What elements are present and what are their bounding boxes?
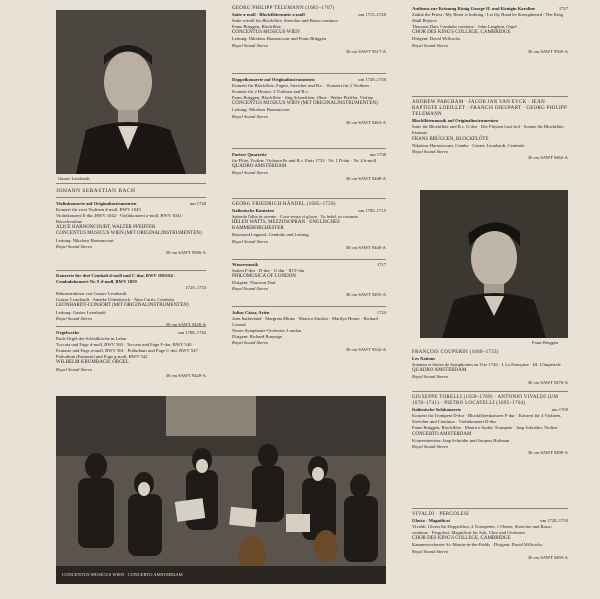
- ensemble: CONCENTUS MUSICUS WIEN (MIT ORIGINALINSTRUMENTEN): [232, 101, 378, 107]
- order-number: 30 cm SAWT 9517-A: [345, 48, 386, 54]
- work-details: Violinkonzert E-dur, BWV 1042 · Violinkonzert a-moll, BWV 1041 · Barockvioline: [56, 213, 184, 225]
- leader: Raymond Leppard, Cembalo und Leitung: [232, 232, 309, 238]
- order-number: 30 cm SAWT 9440-A: [345, 244, 386, 250]
- ensemble: LEONHARDT-CONSORT (MIT ORIGINALINSTRUMENTEN): [56, 303, 189, 309]
- work-year: um 1715–1720: [358, 12, 386, 18]
- ensemble: CHOR DES KING'S COLLEGE, CAMBRIDGE: [412, 536, 511, 542]
- work-details: Neues Symphonie-Orchester, London: [232, 328, 302, 334]
- ensemble: FRANS BRÜGGEN, BLOCKFLÖTE: [412, 136, 489, 142]
- record-entry: [412, 6, 568, 55]
- order-number: 30 cm SAWT 9499-A: [527, 449, 568, 455]
- record-entry: [412, 512, 568, 561]
- divider: [412, 96, 568, 97]
- work-details: Konzert für zwei Violinen d-moll, BWV 1043: [56, 207, 141, 213]
- record-entry: [232, 262, 386, 299]
- work-title: Italienische Kantaten: [232, 208, 274, 214]
- label: Royal Sound Stereo: [56, 243, 93, 249]
- work-year: um 1705–1715: [358, 208, 386, 214]
- orchestra-image: [56, 396, 386, 584]
- work-year: 1720–1733: [185, 285, 206, 291]
- label: Royal Sound Stereo: [232, 113, 269, 119]
- orchestra-caption: CONCENTUS MUSICUS WIEN · CONCERTO AMSTERDAM: [62, 572, 183, 577]
- work-details: Zadok the Priest / My Heart is Inditing / Let thy Hand be Strengthened / The King Shall Rejoice: [412, 12, 563, 24]
- work-details: Vivaldi: Gloria für Doppelchor, 2 Trompeten, 1 Oboen, Streicher und Basso continuo · Pergolesi: Magnificat für Soli, Chor und Orchester: [412, 524, 552, 536]
- record-entry: [412, 350, 568, 387]
- label: Royal Sound Stereo: [232, 340, 269, 346]
- orchestra-photo: [56, 396, 386, 584]
- work-year: 1717: [376, 262, 386, 267]
- work-details: Bach-Orgel der Schloßkirche in Lahm: [56, 336, 127, 342]
- work-title: Violinkonzerte auf Originalinstrumenten: [56, 201, 137, 206]
- divider: [56, 270, 206, 271]
- work-details: Frans Brüggen, Blockflöte · Maurice André, Trompete · Jaap Schröder, Violine: [412, 425, 558, 431]
- work-year: um 1708–1744: [178, 330, 206, 335]
- leader: Dirigent: David Willcocks: [412, 36, 461, 42]
- work-title: Suite a-moll · Blockflötensuite a-moll: [232, 12, 305, 18]
- work-details: Frans Brüggen, Blockflöte: [232, 24, 281, 30]
- order-number: 30 cm SAWT 9506-A: [165, 249, 206, 255]
- composer-heading: GEORG FRIEDRICH HÄNDEL (1685–1759): [232, 202, 336, 207]
- label: Royal Sound Stereo: [56, 366, 93, 372]
- work-details: Gustav Leonhardt · Anneke Uittenbosch · Alan Curtis, Cembalo: [56, 297, 175, 303]
- work-title: Gloria · Magnificat: [412, 518, 451, 524]
- label: Royal Sound Stereo: [412, 548, 449, 554]
- work-title: Les Nations: [412, 356, 436, 362]
- work-title: Pariser Quartette: [232, 152, 267, 157]
- order-number: 30 cm SAWT 9463-A: [345, 119, 386, 125]
- record-entry: [232, 6, 386, 55]
- work-year: um 1720–1735: [540, 518, 568, 524]
- work-title: Julius Cäsar, Arien: [232, 310, 270, 315]
- composer-heading: FRANÇOIS COUPERIN (1668–1733): [412, 350, 499, 355]
- record-entry: [56, 201, 206, 256]
- leader: Leitung: Nikolaus Harnoncourt: [232, 107, 290, 113]
- divider: [232, 73, 386, 74]
- work-details: Toccata und Fuge d-moll, BWV 565 · Toccata und Fuge F-dur, BWV 540 · Fantasie und Fuge a-moll, BWV 561 · Präludium und Fuge C-dur, BWV 547 · Präludium (Fantasie) und Fuge g-moll, BWV 542: [56, 342, 201, 360]
- order-number: 30 cm SAWT 9476-A: [527, 380, 568, 386]
- record-entry: [412, 395, 568, 456]
- record-entry: [232, 202, 386, 251]
- leader: Dirigent: Thurston Dart: [232, 280, 276, 286]
- divider: [232, 306, 386, 307]
- work-year: 1727: [558, 6, 568, 11]
- record-entry: [56, 273, 206, 328]
- leader: Leitung: Nikolaus Harnoncourt: [56, 237, 114, 243]
- divider: [232, 198, 386, 199]
- ensemble: PHILOMUSICA OF LONDON: [232, 274, 296, 280]
- performers: ALICE HARNONCOURT, WALTER PFEIFFER: [56, 225, 156, 231]
- work-year: um 1700: [551, 407, 568, 413]
- work-details: Joan Sutherland · Margreta Elkins · Monica Sinclair · Marilyn Horne · Richard Conrad: [232, 316, 378, 328]
- ensemble: HELEN WATTS, MEZZOSOPRAN · ENGLISCHES KAMMERORCHESTER: [232, 220, 340, 232]
- work-year: 1724: [376, 310, 386, 315]
- work-details: Frans Brüggen, Blockflöte · Jürg Schaeftlein, Oboe · Walter Pfeiffer, Violine: [232, 95, 374, 101]
- divider: [56, 326, 206, 327]
- work-details: Sonaten et Suites de Symphonies en Trio 1726 · I. La Française · III. L'Impériale: [412, 362, 561, 368]
- ensemble: CONCENTUS MUSICUS WIEN (MIT ORIGINALINSTRUMENTEN): [56, 231, 202, 237]
- work-year: um 1720: [189, 201, 206, 206]
- order-number: 30 cm SAWT 9532-A: [345, 346, 386, 352]
- order-number: 30 cm SAWT 9448-A: [345, 176, 386, 182]
- leonhardt-portrait: [56, 10, 206, 174]
- leonhardt-caption: Gustav Leonhardt: [58, 176, 90, 181]
- work-year: um 1720–1730: [358, 77, 386, 82]
- leader: Leitung: Nikolaus Harnoncourt und Frans Brüggen: [232, 36, 327, 42]
- divider: [412, 391, 568, 392]
- record-entry: [412, 100, 568, 161]
- work-year: um 1730: [369, 152, 386, 157]
- brueggen-portrait: [420, 190, 568, 338]
- composer-heading: ANDREW PARCHAM · JACOB JAN VAN EYCK · JEAN BAPTISTE LOEILLET · FRANCIS DIEUPART · GEORG PHILIPP TELEMANN: [412, 100, 567, 118]
- order-number: 30 cm SAWT 9455-A: [345, 292, 386, 298]
- ensemble: CONCERTO AMSTERDAM: [412, 431, 472, 437]
- label: Royal Sound Stereo: [232, 42, 269, 48]
- ensemble: CONCENTUS MUSICUS WIEN: [232, 30, 300, 36]
- work-details: Suiten F-dur · D-dur · G-dur · III F-dur: [232, 268, 305, 274]
- leader: Dirigent: Richard Bonynge: [232, 334, 283, 340]
- divider: [56, 197, 206, 198]
- ensemble: QUADRO AMSTERDAM: [232, 164, 287, 170]
- work-title: Anthems zur Krönung König George II. und Königin Karoline: [412, 6, 535, 11]
- work-details: Konzert für Trompete D-dur · Blockflötenkonzert F-dur · Konzert für 4 Violinen, Streicher und Continuo · Violinkonzert D-dur: [412, 413, 562, 425]
- work-details: Suite a-moll für Blockflöte, Streicher und Basso continuo: [232, 18, 338, 24]
- leader: Nikolaus Harnoncourt, Gambe · Gustav Leonhardt, Cembalo: [412, 142, 525, 148]
- label: Royal Sound Stereo: [232, 238, 269, 244]
- label: Royal Sound Stereo: [412, 42, 449, 48]
- work-title: Italienische Solokonzerte: [412, 407, 462, 413]
- work-title: Blockflötenmusik auf Originalinstrumenten: [412, 118, 499, 124]
- order-number: 30 cm SAWT 9493-A: [527, 554, 568, 560]
- composer-heading: JOHANN SEBASTIAN BACH: [56, 188, 136, 194]
- composer-heading: VIVALDI · PERGOLESI: [412, 512, 469, 517]
- leader: Kammerorchester St.-Martin-in-the-Fields · Dirigent: David Willcocks: [412, 542, 543, 548]
- work-details: für Flöte, Violine, Violoncello und B.c. Paris 1733 · Nr. 1 D-dur · Nr. 4 h-moll: [232, 158, 377, 164]
- brueggen-caption: Frans Brüggen: [532, 340, 558, 345]
- record-entry: [232, 310, 386, 353]
- order-number: 30 cm SAWT 9505-A: [527, 48, 568, 54]
- label: Royal Sound Stereo: [232, 170, 269, 176]
- divider: [232, 148, 386, 149]
- divider: [56, 183, 206, 184]
- label: Royal Sound Stereo: [56, 315, 93, 321]
- leonhardt-photo: [56, 10, 206, 174]
- label: Royal Sound Stereo: [412, 148, 449, 154]
- order-number: 30 cm SAWT 9462-A: [527, 154, 568, 160]
- leader: Konzertmeister: Jaap Schröder und Jacques Holtman: [412, 437, 510, 443]
- work-title: Konzerte für drei Cembali d-moll und C-dur, BWV 1063/64 · Cembalokonzert Nr. 8 d-moll, BWV 1059: [56, 273, 176, 285]
- performers: WILHELM KRUMBACH, ORGEL: [56, 360, 129, 366]
- ensemble: CHOR DES KING'S COLLEGE, CAMBRIDGE: [412, 30, 511, 36]
- label: Royal Sound Stereo: [232, 286, 269, 292]
- composer-heading: GIUSEPPE TORELLI (1658–1709) · ANTONIO VIVALDI (UM 1678–1741) · PIETRO LOCATELLI (1695–1764): [412, 395, 559, 407]
- leader: Leitung: Gustav Leonhardt: [56, 309, 106, 315]
- label: Royal Sound Stereo: [412, 443, 449, 449]
- composer-heading: GEORG PHILIPP TELEMANN (1681–1767): [232, 6, 335, 11]
- work-details: Konzert für Blockflöte, Fagott, Streicher und B.c. · Konzert für 2 Violinen · Konzert für 2 Hörner, 2 Violinen und B.c.: [232, 83, 372, 95]
- work-title: Wassermusik: [232, 262, 259, 267]
- record-entry: [56, 330, 206, 379]
- brueggen-photo: [420, 190, 568, 338]
- divider: [412, 508, 568, 509]
- divider: [232, 259, 386, 260]
- work-details: Thurston Dart, Cembalo continuo · John Langdon, Orgel: [412, 24, 517, 30]
- work-title: Doppelkonzerte auf Originalinstrumenten: [232, 77, 315, 82]
- record-entry: [232, 152, 386, 182]
- work-details: Rekonstruktion von Gustav Leonhardt: [56, 291, 127, 297]
- order-number: 30 cm SAWT 9420-A: [165, 372, 206, 378]
- order-number: 30 cm SAWT 9426-A: [165, 321, 206, 327]
- record-entry: [232, 77, 386, 126]
- work-details: Splenda l'alba in oriente · Cuor senza sì gloria · Tu fedel, tu costante: [232, 214, 358, 220]
- label: Royal Sound Stereo: [412, 374, 449, 380]
- ensemble: QUADRO AMSTERDAM: [412, 368, 467, 374]
- work-title: Orgelwerke: [56, 330, 80, 335]
- work-details: Suite für Blockflöte und B.c. G-dur · Der Fluyten Lust-hof · Sonate für Blockflöte, Fantasie: [412, 124, 565, 136]
